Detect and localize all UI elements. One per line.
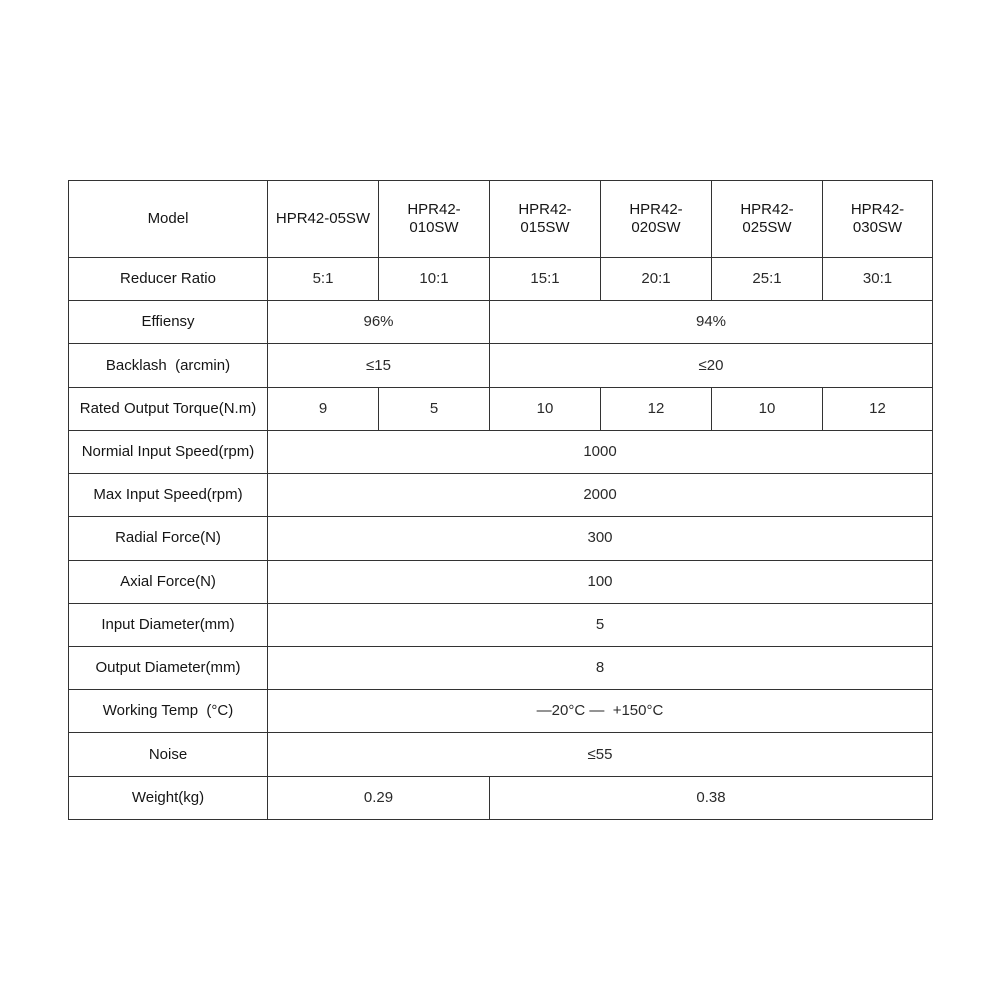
cell-noise: ≤55: [268, 733, 933, 776]
cell-torque: 5: [379, 387, 490, 430]
row-weight: [69, 776, 933, 819]
cell-torque: 12: [601, 387, 712, 430]
row-label-weight: Weight(kg): [69, 776, 268, 819]
spec-table-container: [68, 180, 932, 820]
cell-reducer-ratio: 15:1: [490, 258, 601, 301]
cell-reducer-ratio: 25:1: [712, 258, 823, 301]
model-name: HPR42-05SW: [268, 181, 379, 258]
cell-torque: 10: [712, 387, 823, 430]
cell-backlash-high-ratios: ≤20: [490, 344, 933, 387]
row-nominal-input-speed: [69, 430, 933, 473]
row-label-nominal-input-speed: Normial Input Speed(rpm): [69, 430, 268, 473]
row-label-reducer-ratio: Reducer Ratio: [69, 258, 268, 301]
row-label-radial-force: Radial Force(N): [69, 517, 268, 560]
cell-efficiency-high-ratios: 94%: [490, 301, 933, 344]
row-working-temp: [69, 690, 933, 733]
row-input-diameter: [69, 603, 933, 646]
cell-reducer-ratio: 10:1: [379, 258, 490, 301]
model-name: HPR42-015SW: [490, 181, 601, 258]
row-label-efficiency: Effiensy: [69, 301, 268, 344]
cell-working-temp: —20°C — +150°C: [268, 690, 933, 733]
cell-torque: 12: [823, 387, 933, 430]
cell-input-diameter: 5: [268, 603, 933, 646]
cell-weight-low-ratios: 0.29: [268, 776, 490, 819]
row-radial-force: [69, 517, 933, 560]
row-label-model: Model: [69, 181, 268, 258]
cell-reducer-ratio: 30:1: [823, 258, 933, 301]
model-name: HPR42-010SW: [379, 181, 490, 258]
cell-max-input-speed: 2000: [268, 474, 933, 517]
cell-axial-force: 100: [268, 560, 933, 603]
cell-backlash-low-ratios: ≤15: [268, 344, 490, 387]
model-name: HPR42-020SW: [601, 181, 712, 258]
row-output-diameter: [69, 647, 933, 690]
row-rated-output-torque: [69, 387, 933, 430]
cell-weight-high-ratios: 0.38: [490, 776, 933, 819]
row-label-axial-force: Axial Force(N): [69, 560, 268, 603]
cell-reducer-ratio: 20:1: [601, 258, 712, 301]
row-noise: [69, 733, 933, 776]
row-max-input-speed: [69, 474, 933, 517]
cell-torque: 9: [268, 387, 379, 430]
row-model-header: [69, 181, 933, 258]
model-name: HPR42-030SW: [823, 181, 933, 258]
row-label-working-temp: Working Temp (°C): [69, 690, 268, 733]
row-efficiency: [69, 301, 933, 344]
cell-efficiency-low-ratios: 96%: [268, 301, 490, 344]
spec-table: [68, 180, 933, 820]
model-name: HPR42-025SW: [712, 181, 823, 258]
row-reducer-ratio: [69, 258, 933, 301]
row-label-output-diameter: Output Diameter(mm): [69, 647, 268, 690]
row-label-noise: Noise: [69, 733, 268, 776]
row-label-input-diameter: Input Diameter(mm): [69, 603, 268, 646]
row-axial-force: [69, 560, 933, 603]
cell-output-diameter: 8: [268, 647, 933, 690]
cell-torque: 10: [490, 387, 601, 430]
row-backlash: [69, 344, 933, 387]
row-label-backlash: Backlash (arcmin): [69, 344, 268, 387]
cell-reducer-ratio: 5:1: [268, 258, 379, 301]
cell-nominal-input-speed: 1000: [268, 430, 933, 473]
row-label-rated-output-torque: Rated Output Torque(N.m): [69, 387, 268, 430]
cell-radial-force: 300: [268, 517, 933, 560]
row-label-max-input-speed: Max Input Speed(rpm): [69, 474, 268, 517]
